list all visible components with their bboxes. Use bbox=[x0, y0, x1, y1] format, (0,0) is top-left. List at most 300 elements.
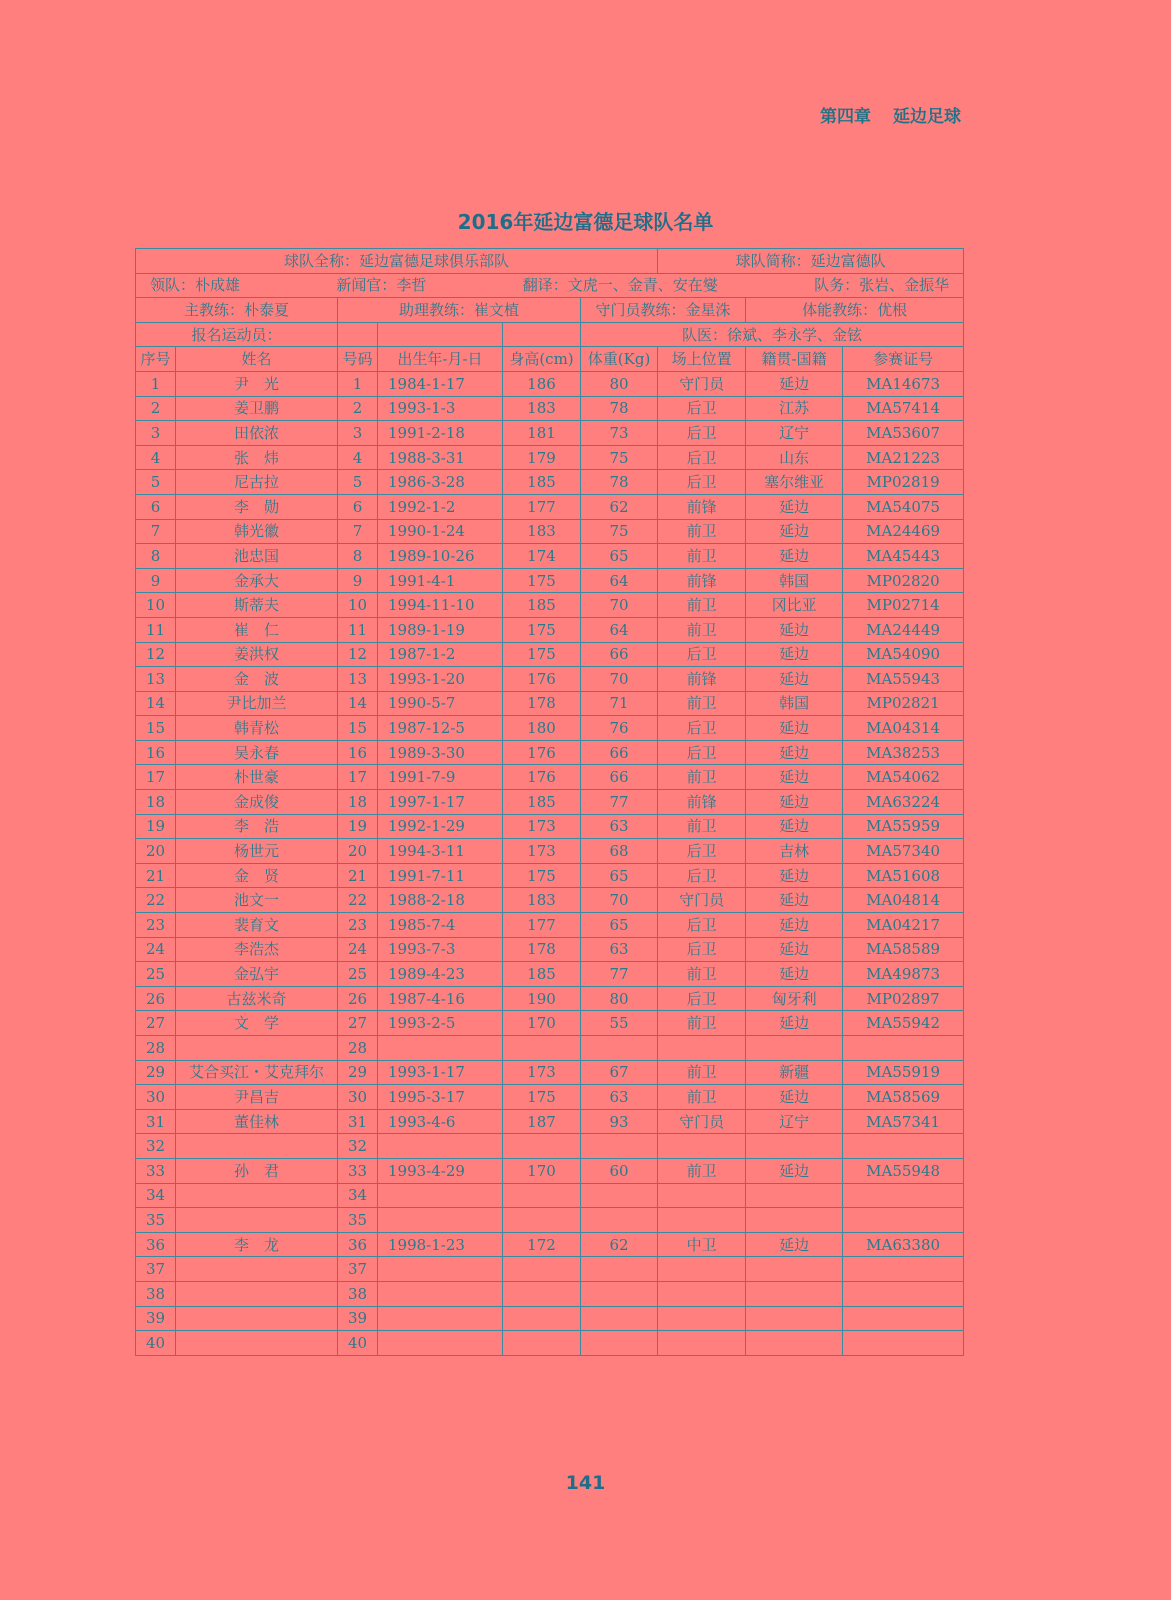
cell-origin bbox=[746, 1331, 843, 1356]
table-row bbox=[136, 1036, 964, 1061]
cell-height: 176 bbox=[503, 667, 581, 692]
table-row bbox=[136, 642, 964, 667]
cell-height: 181 bbox=[503, 421, 581, 446]
cell-height: 185 bbox=[503, 470, 581, 495]
cell-weight: 76 bbox=[581, 716, 658, 741]
cell-registration: MA55942 bbox=[843, 1011, 964, 1036]
cell-origin: 冈比亚 bbox=[746, 593, 843, 618]
cell-weight: 64 bbox=[581, 617, 658, 642]
cell-origin: 延边 bbox=[746, 371, 843, 396]
cell-height: 177 bbox=[503, 913, 581, 938]
cell-name: 艾合买江・艾克拜尔 bbox=[176, 1060, 338, 1085]
cell-weight: 63 bbox=[581, 937, 658, 962]
table-row bbox=[136, 716, 964, 741]
cell-birthdate: 1986-3-28 bbox=[378, 470, 503, 495]
info-row-staff bbox=[136, 273, 964, 298]
cell-birthdate: 1989-4-23 bbox=[378, 962, 503, 987]
cell-name: 张 炜 bbox=[176, 445, 338, 470]
cell-origin: 延边 bbox=[746, 814, 843, 839]
cell-number: 3 bbox=[338, 421, 378, 446]
cell-height: 177 bbox=[503, 494, 581, 519]
cell-origin: 延边 bbox=[746, 937, 843, 962]
cell-height: 179 bbox=[503, 445, 581, 470]
cell-registration: MA54062 bbox=[843, 765, 964, 790]
cell-weight bbox=[581, 1306, 658, 1331]
cell-index: 23 bbox=[136, 913, 176, 938]
chapter-label: 第四章 bbox=[820, 107, 871, 127]
cell-registration: MA63224 bbox=[843, 790, 964, 815]
cell-registration: MP02821 bbox=[843, 691, 964, 716]
table-row bbox=[136, 962, 964, 987]
cell-origin bbox=[746, 1183, 843, 1208]
cell-weight: 66 bbox=[581, 642, 658, 667]
cell-index: 3 bbox=[136, 421, 176, 446]
running-header bbox=[820, 102, 961, 127]
cell-registration: MA24469 bbox=[843, 519, 964, 544]
cell-name: 尹比加兰 bbox=[176, 691, 338, 716]
table-row bbox=[136, 445, 964, 470]
cell-number: 7 bbox=[338, 519, 378, 544]
cell-origin: 匈牙利 bbox=[746, 986, 843, 1011]
cell-birthdate: 1998-1-23 bbox=[378, 1232, 503, 1257]
cell-index: 26 bbox=[136, 986, 176, 1011]
document-title: 2016年延边富德足球队名单 bbox=[457, 210, 714, 234]
table-row bbox=[136, 470, 964, 495]
cell-origin: 山东 bbox=[746, 445, 843, 470]
blank-cell bbox=[338, 322, 378, 347]
cell-birthdate: 1989-1-19 bbox=[378, 617, 503, 642]
cell-birthdate: 1990-5-7 bbox=[378, 691, 503, 716]
cell-birthdate bbox=[378, 1331, 503, 1356]
cell-name: 李 龙 bbox=[176, 1232, 338, 1257]
cell-index: 29 bbox=[136, 1060, 176, 1085]
cell-position: 后卫 bbox=[658, 421, 746, 446]
cell-name: 朴世豪 bbox=[176, 765, 338, 790]
cell-registration: MA58589 bbox=[843, 937, 964, 962]
cell-weight bbox=[581, 1208, 658, 1233]
cell-registration: MA53607 bbox=[843, 421, 964, 446]
column-header: 出生年-月-日 bbox=[378, 347, 503, 372]
cell-position: 前卫 bbox=[658, 1158, 746, 1183]
cell-weight: 70 bbox=[581, 888, 658, 913]
cell-weight bbox=[581, 1257, 658, 1282]
table-row bbox=[136, 1306, 964, 1331]
cell-index: 19 bbox=[136, 814, 176, 839]
cell-index: 18 bbox=[136, 790, 176, 815]
registered-players-label: 报名运动员： bbox=[136, 322, 338, 347]
table-row bbox=[136, 1109, 964, 1134]
cell-height: 176 bbox=[503, 765, 581, 790]
cell-height: 170 bbox=[503, 1158, 581, 1183]
cell-registration bbox=[843, 1257, 964, 1282]
cell-name: 董佳林 bbox=[176, 1109, 338, 1134]
cell-name bbox=[176, 1036, 338, 1061]
cell-position: 前卫 bbox=[658, 1085, 746, 1110]
cell-name: 裴育文 bbox=[176, 913, 338, 938]
cell-birthdate bbox=[378, 1134, 503, 1159]
cell-weight: 78 bbox=[581, 470, 658, 495]
cell-birthdate: 1993-1-3 bbox=[378, 396, 503, 421]
cell-height: 183 bbox=[503, 396, 581, 421]
cell-name: 古兹米奇 bbox=[176, 986, 338, 1011]
cell-index: 7 bbox=[136, 519, 176, 544]
cell-height: 178 bbox=[503, 691, 581, 716]
cell-position: 前卫 bbox=[658, 593, 746, 618]
cell-index: 16 bbox=[136, 740, 176, 765]
cell-weight: 71 bbox=[581, 691, 658, 716]
head-coach: 主教练：朴泰夏 bbox=[136, 298, 338, 323]
cell-weight: 63 bbox=[581, 1085, 658, 1110]
cell-number: 34 bbox=[338, 1183, 378, 1208]
cell-weight: 75 bbox=[581, 445, 658, 470]
cell-origin: 吉林 bbox=[746, 839, 843, 864]
cell-birthdate bbox=[378, 1306, 503, 1331]
cell-position: 前卫 bbox=[658, 691, 746, 716]
table-row bbox=[136, 421, 964, 446]
cell-index: 32 bbox=[136, 1134, 176, 1159]
cell-index: 1 bbox=[136, 371, 176, 396]
cell-registration: MP02714 bbox=[843, 593, 964, 618]
cell-origin: 辽宁 bbox=[746, 1109, 843, 1134]
cell-index: 15 bbox=[136, 716, 176, 741]
cell-number: 13 bbox=[338, 667, 378, 692]
cell-birthdate: 1997-1-17 bbox=[378, 790, 503, 815]
cell-position bbox=[658, 1257, 746, 1282]
cell-birthdate: 1993-1-17 bbox=[378, 1060, 503, 1085]
cell-height: 175 bbox=[503, 863, 581, 888]
cell-birthdate: 1993-7-3 bbox=[378, 937, 503, 962]
cell-number: 18 bbox=[338, 790, 378, 815]
cell-index: 5 bbox=[136, 470, 176, 495]
cell-number: 40 bbox=[338, 1331, 378, 1356]
table-row bbox=[136, 1011, 964, 1036]
table-row bbox=[136, 937, 964, 962]
cell-number: 33 bbox=[338, 1158, 378, 1183]
column-header: 场上位置 bbox=[658, 347, 746, 372]
cell-height: 172 bbox=[503, 1232, 581, 1257]
cell-position: 前锋 bbox=[658, 494, 746, 519]
cell-birthdate: 1994-3-11 bbox=[378, 839, 503, 864]
table-row bbox=[136, 667, 964, 692]
cell-name: 金承大 bbox=[176, 568, 338, 593]
cell-height: 186 bbox=[503, 371, 581, 396]
cell-index: 17 bbox=[136, 765, 176, 790]
blank-cell bbox=[503, 322, 581, 347]
cell-position: 后卫 bbox=[658, 937, 746, 962]
cell-position: 后卫 bbox=[658, 863, 746, 888]
table-row bbox=[136, 790, 964, 815]
column-header: 姓名 bbox=[176, 347, 338, 372]
table-row bbox=[136, 839, 964, 864]
cell-height: 175 bbox=[503, 568, 581, 593]
cell-name bbox=[176, 1208, 338, 1233]
cell-number: 12 bbox=[338, 642, 378, 667]
cell-number: 32 bbox=[338, 1134, 378, 1159]
cell-name: 尼古拉 bbox=[176, 470, 338, 495]
cell-registration: MA57340 bbox=[843, 839, 964, 864]
cell-weight: 65 bbox=[581, 913, 658, 938]
cell-height: 175 bbox=[503, 617, 581, 642]
cell-origin: 延边 bbox=[746, 1085, 843, 1110]
cell-weight: 62 bbox=[581, 1232, 658, 1257]
column-header: 体重(Kg) bbox=[581, 347, 658, 372]
cell-position: 后卫 bbox=[658, 740, 746, 765]
cell-position: 前卫 bbox=[658, 814, 746, 839]
cell-birthdate: 1989-3-30 bbox=[378, 740, 503, 765]
cell-position: 守门员 bbox=[658, 888, 746, 913]
cell-weight bbox=[581, 1281, 658, 1306]
cell-index: 2 bbox=[136, 396, 176, 421]
column-header: 参赛证号 bbox=[843, 347, 964, 372]
cell-weight: 77 bbox=[581, 962, 658, 987]
cell-registration: MA38253 bbox=[843, 740, 964, 765]
cell-origin: 延边 bbox=[746, 1232, 843, 1257]
cell-height bbox=[503, 1306, 581, 1331]
table-row bbox=[136, 863, 964, 888]
cell-index: 24 bbox=[136, 937, 176, 962]
cell-registration: MA54090 bbox=[843, 642, 964, 667]
cell-index: 10 bbox=[136, 593, 176, 618]
table-row bbox=[136, 1060, 964, 1085]
table-row bbox=[136, 1134, 964, 1159]
table-row bbox=[136, 519, 964, 544]
table-row bbox=[136, 1257, 964, 1282]
cell-weight bbox=[581, 1331, 658, 1356]
cell-registration: MA55919 bbox=[843, 1060, 964, 1085]
cell-registration bbox=[843, 1306, 964, 1331]
table-row bbox=[136, 740, 964, 765]
cell-name: 姜卫鹏 bbox=[176, 396, 338, 421]
column-header-row bbox=[136, 347, 964, 372]
cell-position bbox=[658, 1331, 746, 1356]
cell-position: 后卫 bbox=[658, 839, 746, 864]
table-row bbox=[136, 1331, 964, 1356]
cell-number: 20 bbox=[338, 839, 378, 864]
cell-weight bbox=[581, 1183, 658, 1208]
cell-height bbox=[503, 1036, 581, 1061]
cell-weight: 66 bbox=[581, 765, 658, 790]
cell-registration bbox=[843, 1208, 964, 1233]
cell-name: 田依浓 bbox=[176, 421, 338, 446]
cell-index: 6 bbox=[136, 494, 176, 519]
cell-origin: 延边 bbox=[746, 544, 843, 569]
cell-number: 39 bbox=[338, 1306, 378, 1331]
cell-height: 180 bbox=[503, 716, 581, 741]
cell-height bbox=[503, 1281, 581, 1306]
cell-number: 30 bbox=[338, 1085, 378, 1110]
cell-name: 杨世元 bbox=[176, 839, 338, 864]
cell-position: 后卫 bbox=[658, 642, 746, 667]
table-row bbox=[136, 765, 964, 790]
cell-weight: 80 bbox=[581, 986, 658, 1011]
cell-number: 1 bbox=[338, 371, 378, 396]
cell-origin bbox=[746, 1281, 843, 1306]
cell-origin: 延边 bbox=[746, 494, 843, 519]
cell-name bbox=[176, 1306, 338, 1331]
cell-registration: MA04217 bbox=[843, 913, 964, 938]
cell-index: 28 bbox=[136, 1036, 176, 1061]
cell-name: 韩青松 bbox=[176, 716, 338, 741]
roster-table bbox=[135, 248, 964, 1356]
cell-name: 韩光徽 bbox=[176, 519, 338, 544]
cell-origin: 延边 bbox=[746, 1158, 843, 1183]
cell-number: 23 bbox=[338, 913, 378, 938]
cell-origin: 塞尔维亚 bbox=[746, 470, 843, 495]
cell-number: 29 bbox=[338, 1060, 378, 1085]
cell-birthdate: 1991-7-9 bbox=[378, 765, 503, 790]
cell-name: 金 波 bbox=[176, 667, 338, 692]
press-officer: 新闻官：李哲 bbox=[336, 276, 427, 295]
cell-number: 24 bbox=[338, 937, 378, 962]
cell-birthdate: 1985-7-4 bbox=[378, 913, 503, 938]
cell-registration: MA04814 bbox=[843, 888, 964, 913]
cell-weight bbox=[581, 1036, 658, 1061]
cell-name: 金成俊 bbox=[176, 790, 338, 815]
cell-registration: MA54075 bbox=[843, 494, 964, 519]
cell-number: 25 bbox=[338, 962, 378, 987]
section-label: 延边足球 bbox=[893, 107, 961, 127]
cell-weight: 64 bbox=[581, 568, 658, 593]
cell-number: 16 bbox=[338, 740, 378, 765]
cell-number: 17 bbox=[338, 765, 378, 790]
cell-position: 前卫 bbox=[658, 962, 746, 987]
cell-origin: 延边 bbox=[746, 962, 843, 987]
table-row bbox=[136, 888, 964, 913]
cell-position: 前卫 bbox=[658, 765, 746, 790]
cell-name: 李浩杰 bbox=[176, 937, 338, 962]
table-row bbox=[136, 1085, 964, 1110]
cell-index: 34 bbox=[136, 1183, 176, 1208]
cell-number: 36 bbox=[338, 1232, 378, 1257]
cell-index: 25 bbox=[136, 962, 176, 987]
table-row bbox=[136, 1158, 964, 1183]
cell-number: 6 bbox=[338, 494, 378, 519]
cell-birthdate: 1993-1-20 bbox=[378, 667, 503, 692]
cell-birthdate: 1990-1-24 bbox=[378, 519, 503, 544]
cell-registration: MA55943 bbox=[843, 667, 964, 692]
cell-number: 9 bbox=[338, 568, 378, 593]
cell-height: 173 bbox=[503, 839, 581, 864]
cell-weight: 77 bbox=[581, 790, 658, 815]
cell-registration: MA49873 bbox=[843, 962, 964, 987]
cell-origin: 延边 bbox=[746, 790, 843, 815]
cell-position: 中卫 bbox=[658, 1232, 746, 1257]
cell-height bbox=[503, 1257, 581, 1282]
cell-registration: MA24449 bbox=[843, 617, 964, 642]
table-row bbox=[136, 568, 964, 593]
cell-registration: MA57341 bbox=[843, 1109, 964, 1134]
cell-height: 183 bbox=[503, 519, 581, 544]
cell-position bbox=[658, 1036, 746, 1061]
leader: 领队：朴成雄 bbox=[150, 276, 241, 295]
table-row bbox=[136, 396, 964, 421]
cell-position: 前卫 bbox=[658, 1011, 746, 1036]
cell-height: 185 bbox=[503, 790, 581, 815]
cell-position: 后卫 bbox=[658, 470, 746, 495]
team-affairs: 队务：张岩、金振华 bbox=[814, 276, 950, 295]
cell-position: 前卫 bbox=[658, 544, 746, 569]
cell-index: 21 bbox=[136, 863, 176, 888]
cell-weight: 70 bbox=[581, 667, 658, 692]
cell-index: 30 bbox=[136, 1085, 176, 1110]
cell-weight: 65 bbox=[581, 544, 658, 569]
cell-weight bbox=[581, 1134, 658, 1159]
cell-index: 8 bbox=[136, 544, 176, 569]
cell-index: 14 bbox=[136, 691, 176, 716]
cell-position: 前锋 bbox=[658, 667, 746, 692]
cell-origin: 延边 bbox=[746, 519, 843, 544]
cell-birthdate: 1995-3-17 bbox=[378, 1085, 503, 1110]
cell-height: 178 bbox=[503, 937, 581, 962]
cell-position: 守门员 bbox=[658, 371, 746, 396]
cell-number: 8 bbox=[338, 544, 378, 569]
cell-name bbox=[176, 1257, 338, 1282]
cell-position bbox=[658, 1306, 746, 1331]
cell-index: 22 bbox=[136, 888, 176, 913]
club-short-name: 球队简称：延边富德队 bbox=[658, 249, 964, 274]
cell-number: 37 bbox=[338, 1257, 378, 1282]
cell-origin bbox=[746, 1257, 843, 1282]
cell-birthdate: 1987-4-16 bbox=[378, 986, 503, 1011]
cell-height: 174 bbox=[503, 544, 581, 569]
cell-position: 后卫 bbox=[658, 913, 746, 938]
cell-birthdate: 1993-2-5 bbox=[378, 1011, 503, 1036]
cell-index: 40 bbox=[136, 1331, 176, 1356]
table-row bbox=[136, 1232, 964, 1257]
cell-weight: 73 bbox=[581, 421, 658, 446]
table-row bbox=[136, 1281, 964, 1306]
cell-name bbox=[176, 1183, 338, 1208]
cell-birthdate: 1994-11-10 bbox=[378, 593, 503, 618]
cell-registration bbox=[843, 1183, 964, 1208]
cell-index: 39 bbox=[136, 1306, 176, 1331]
cell-origin: 延边 bbox=[746, 740, 843, 765]
cell-number: 26 bbox=[338, 986, 378, 1011]
cell-position: 后卫 bbox=[658, 396, 746, 421]
cell-weight: 80 bbox=[581, 371, 658, 396]
cell-name bbox=[176, 1331, 338, 1356]
cell-index: 36 bbox=[136, 1232, 176, 1257]
cell-position: 后卫 bbox=[658, 445, 746, 470]
cell-index: 38 bbox=[136, 1281, 176, 1306]
cell-height: 185 bbox=[503, 593, 581, 618]
cell-height: 173 bbox=[503, 1060, 581, 1085]
cell-number: 22 bbox=[338, 888, 378, 913]
cell-birthdate: 1992-1-29 bbox=[378, 814, 503, 839]
cell-weight: 68 bbox=[581, 839, 658, 864]
cell-birthdate: 1993-4-6 bbox=[378, 1109, 503, 1134]
cell-weight: 70 bbox=[581, 593, 658, 618]
cell-name: 池忠国 bbox=[176, 544, 338, 569]
table-row bbox=[136, 617, 964, 642]
cell-height bbox=[503, 1183, 581, 1208]
cell-origin: 延边 bbox=[746, 913, 843, 938]
column-header: 序号 bbox=[136, 347, 176, 372]
cell-position: 后卫 bbox=[658, 986, 746, 1011]
cell-number: 38 bbox=[338, 1281, 378, 1306]
cell-registration: MA51608 bbox=[843, 863, 964, 888]
cell-number: 2 bbox=[338, 396, 378, 421]
cell-registration: MA58569 bbox=[843, 1085, 964, 1110]
cell-registration: MA45443 bbox=[843, 544, 964, 569]
cell-origin: 辽宁 bbox=[746, 421, 843, 446]
cell-position: 后卫 bbox=[658, 716, 746, 741]
goalkeeper-coach: 守门员教练：金星洙 bbox=[581, 298, 746, 323]
cell-name bbox=[176, 1134, 338, 1159]
table-row bbox=[136, 691, 964, 716]
cell-position bbox=[658, 1281, 746, 1306]
cell-birthdate: 1991-2-18 bbox=[378, 421, 503, 446]
